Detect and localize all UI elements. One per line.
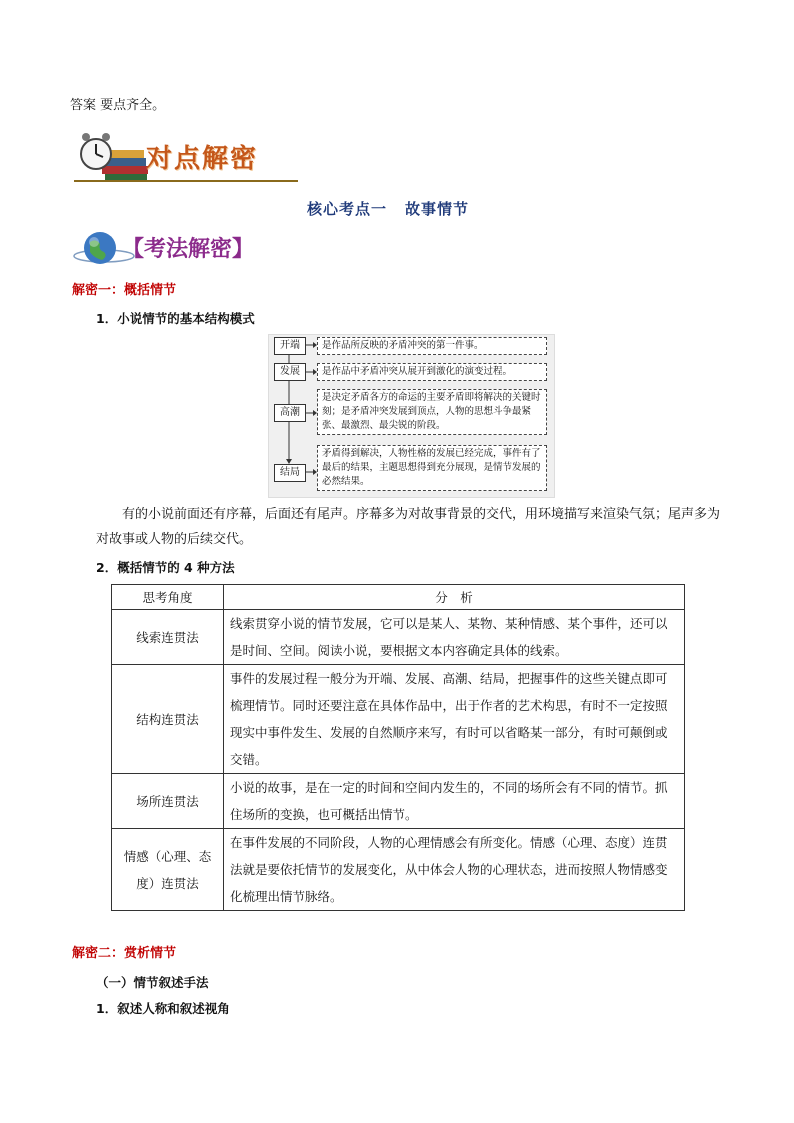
table-row (112, 829, 685, 911)
table-row (112, 774, 685, 829)
diagram-node-jieju: 结局 (274, 464, 306, 482)
kaofa-title: 【考法解密】 (122, 237, 255, 262)
table-row (112, 610, 685, 665)
diagram-node-fazhan: 发展 (274, 363, 306, 381)
body-paragraph-text: 有的小说前面还有序幕，后面还有尾声。序幕多为对故事背景的交代，用环境描写来渲染气氛；尾声多为对故事或人物的后续交代。 (96, 507, 721, 547)
section1-sub2: 2．概括情节的 4 种方法 (96, 560, 235, 575)
plot-structure-diagram (268, 334, 555, 498)
table-cell-analysis: 事件的发展过程一般分为开端、发展、高潮、结局，把握事件的这些关键点即可梳理情节。同时还要注意在具体作品中，出于作者的艺术构思，有时不一定按照现实中事件发生、发展的自然顺序来写，有时可以省略某一部分，有时可颠倒或交错。 (224, 665, 685, 774)
table-header-analysis: 分 析 (224, 585, 685, 610)
core-title-part1: 核心考点一 (306, 200, 387, 218)
table-cell-angle: 情感（心理、态度）连贯法 (112, 829, 224, 911)
banner-title: 对点解密 (146, 144, 259, 174)
core-title-part2: 故事情节 (405, 200, 470, 218)
banner-underline (74, 180, 298, 182)
answer-line: 答案 要点齐全。 (70, 98, 166, 113)
table-header-row (112, 585, 685, 610)
methods-table (111, 584, 685, 911)
diagram-desc-jieju: 矛盾得到解决，人物性格的发展已经完成，事件有了最后的结果，主题思想得到充分展现，是情节发展的必然结果。 (317, 445, 547, 491)
table-cell-analysis: 小说的故事，是在一定的时间和空间内发生的，不同的场所会有不同的情节。抓住场所的变换，也可概括出情节。 (224, 774, 685, 829)
section2-heading: 解密二：赏析情节 (72, 946, 177, 961)
section1-heading: 解密一：概括情节 (72, 283, 177, 298)
diagram-node-kaiduan: 开端 (274, 337, 306, 355)
body-paragraph (96, 502, 726, 552)
table-row (112, 665, 685, 774)
table-cell-analysis: 线索贯穿小说的情节发展，它可以是某人、某物、某种情感、某个事件，还可以是时间、空间。阅读小说，要根据文本内容确定具体的线索。 (224, 610, 685, 665)
section2-sub2: 1．叙述人称和叙述视角 (96, 1001, 230, 1016)
diagram-node-gaochao: 高潮 (274, 404, 306, 422)
table-cell-analysis: 在事件发展的不同阶段，人物的心理情感会有所变化。情感（心理、态度）连贯法就是要依托情节的发展变化，从中体会人物的心理状态，进而按照人物情感变化梳理出情节脉络。 (224, 829, 685, 911)
diagram-desc-gaochao: 是决定矛盾各方的命运的主要矛盾即将解决的关键时刻；是矛盾冲突发展到顶点，人物的思想斗争最紧张、最激烈、最尖锐的阶段。 (317, 389, 547, 435)
table-cell-angle: 线索连贯法 (112, 610, 224, 665)
diagram-desc-kaiduan: 是作品所反映的矛盾冲突的第一件事。 (317, 337, 547, 355)
diagram-desc-fazhan: 是作品中矛盾冲突从展开到激化的演变过程。 (317, 363, 547, 381)
table-cell-angle: 场所连贯法 (112, 774, 224, 829)
core-title (0, 198, 794, 219)
table-header-angle: 思考角度 (112, 585, 224, 610)
section1-sub1: 1．小说情节的基本结构模式 (96, 311, 255, 326)
section2-sub1: （一）情节叙述手法 (96, 975, 209, 990)
table-cell-angle: 结构连贯法 (112, 665, 224, 774)
